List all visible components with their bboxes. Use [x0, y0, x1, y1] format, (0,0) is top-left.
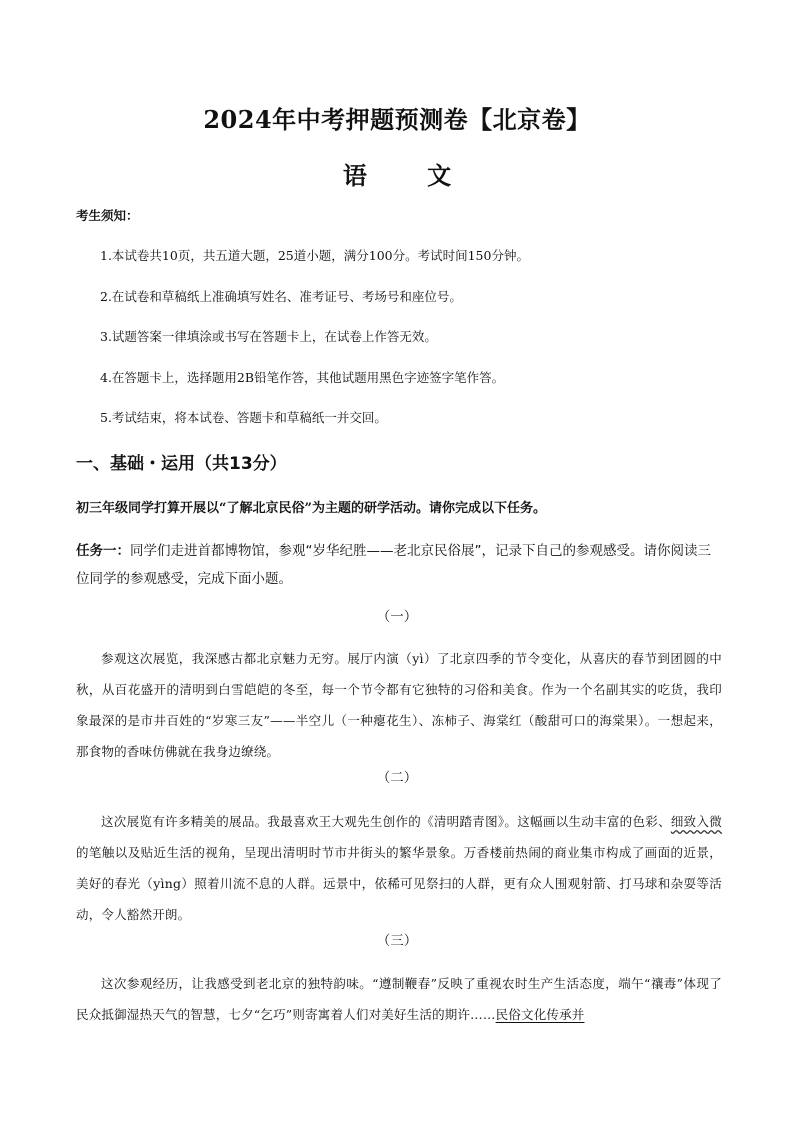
notice-item: 2.在试卷和草稿纸上准确填写姓名、准考证号、考场号和座位号。 — [100, 288, 462, 304]
part-marker-3: （三） — [376, 933, 418, 949]
notice-item: 3.试题答案一律填涂或书写在答题卡上，在试卷上作答无效。 — [100, 329, 437, 344]
activity-intro: 初三年级同学打算开展以“了解北京民俗”为主题的研学活动。请你完成以下任务。 — [76, 501, 546, 516]
passage-3 — [76, 968, 722, 1030]
passage-2-text-after: 的笔触以及贴近生活的视角，呈现出清明时节市井街头的繁华景象。万香楼前热闹的商业集市构成了画面的近景，美好的春光（yìng）照着川流不息的人群。远景中，依稀可见祭扫的人群，更有众人围观射箭、打马球和杂耍等活动，令人豁然开朗。 — [76, 845, 722, 922]
underlined-sentence: 民俗文化传承并 — [495, 1007, 585, 1022]
task-label: 任务一： — [76, 543, 130, 559]
passage-1: 参观这次展览，我深感古都北京魅力无穷。展厅内演（yì）了北京四季的节令变化，从喜庆的春节到团圆的中秋，从百花盛开的清明到白雪皑皑的冬至，每一个节令都有它独特的习俗和美食。作为一个名副其实的吃货，我印象最深的是市井百姓的“岁寒三友”——半空儿（一种瘪花生）、冻柿子、海棠红（酸甜可口的海棠果）。一想起来，那食物的香味仿佛就在我身边缭绕。 — [76, 651, 722, 759]
passage-3-text-before: 这次参观经历，让我感受到老北京的独特韵味。“遵制鞭春”反映了重视农时生产生活态度，端午“禳毒”体现了民众抵御湿热天气的智慧，七夕“乞巧”则寄寓着人们对美好生活的期许…… — [76, 976, 722, 1022]
subject-title: 语 文 — [342, 161, 478, 190]
wavy-underlined-phrase: 细致入微 — [670, 814, 722, 829]
notice-item: 1.本试卷共10页，共五道大题，25道小题，满分100分。考试时间150分钟。 — [100, 248, 529, 263]
notice-item: 5.考试结束，将本试卷、答题卡和草稿纸一并交回。 — [100, 410, 387, 425]
passage-2 — [76, 806, 722, 930]
section-heading: 一、基础・运用（共13分） — [76, 454, 287, 474]
exam-title: 2024年中考押题预测卷【北京卷】 — [203, 105, 591, 134]
part-marker-1: （一） — [376, 609, 418, 625]
task-text: 同学们走进首都博物馆，参观“岁华纪胜——老北京民俗展”，记录下自己的参观感受。请你阅读三位同学的参观感受，完成下面小题。 — [76, 543, 711, 587]
part-marker-2: （二） — [376, 770, 418, 786]
notice-item: 4.在答题卡上，选择题用2B铅笔作答，其他试题用黑色字迹签字笔作答。 — [100, 369, 505, 385]
notice-list — [100, 243, 740, 446]
notice-heading: 考生须知： — [76, 208, 139, 223]
passage-2-text-before: 这次展览有许多精美的展品。我最喜欢王大观先生创作的《清明踏青图》。这幅画以生动丰富的色彩、 — [101, 814, 671, 829]
task-one — [76, 537, 722, 593]
